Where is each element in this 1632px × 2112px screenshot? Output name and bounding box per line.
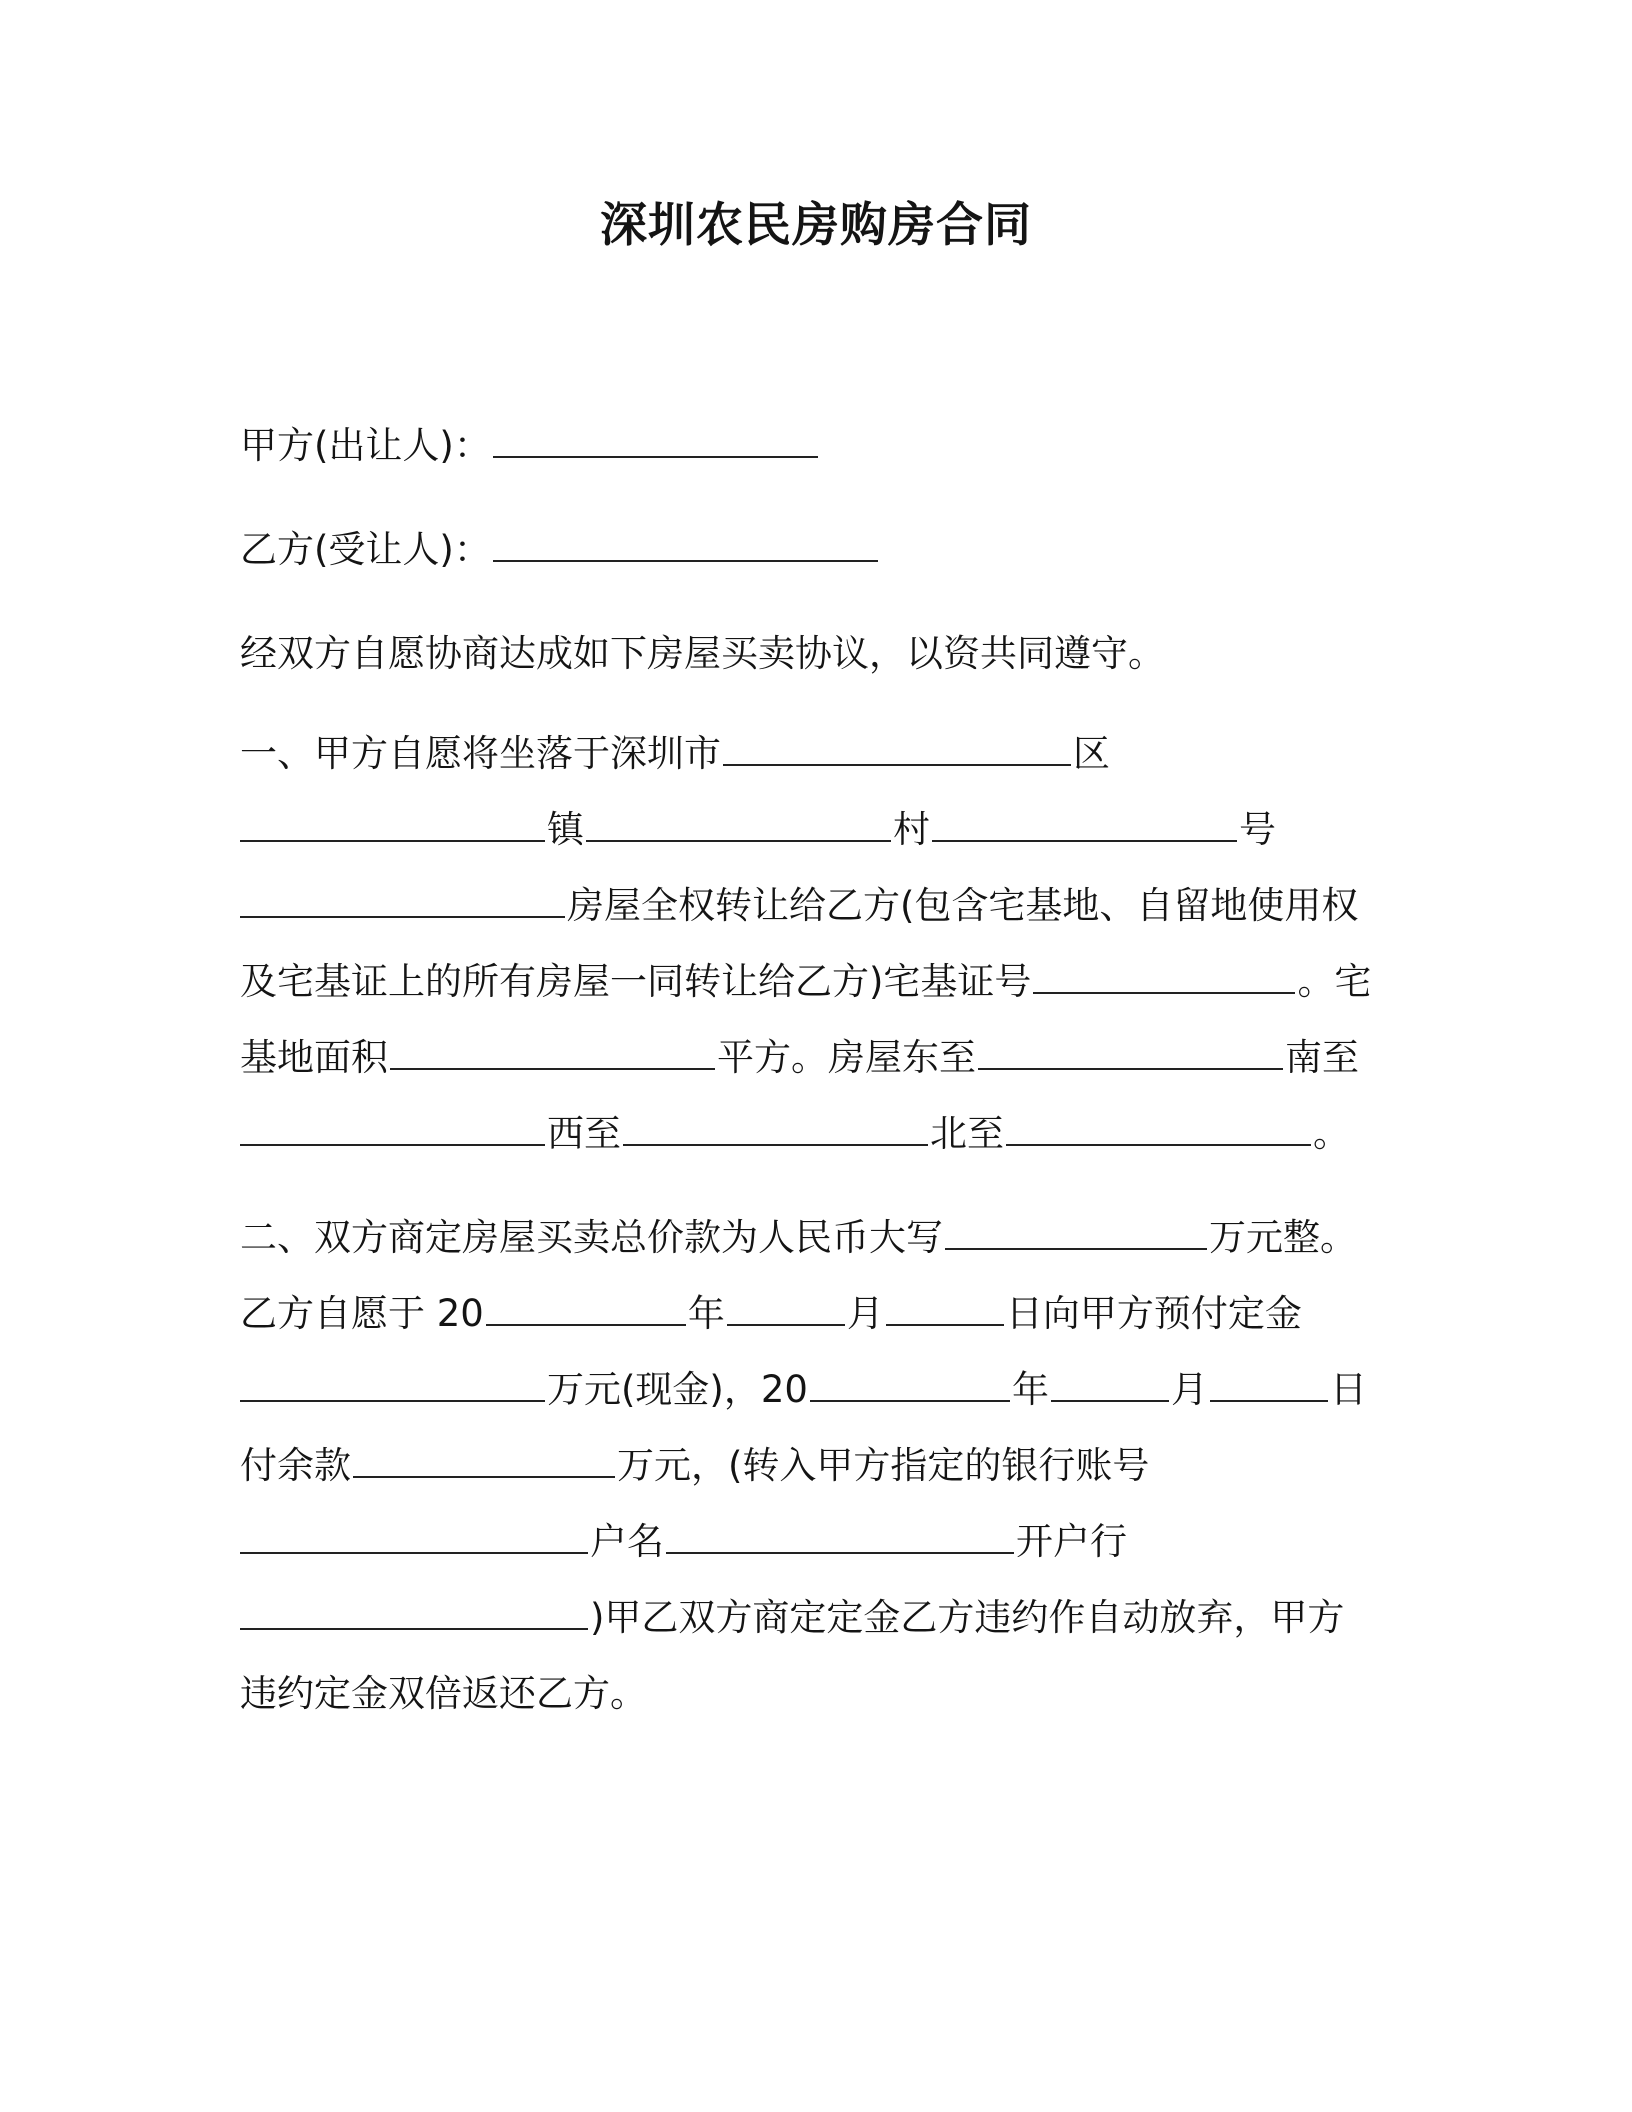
deposit-day-blank xyxy=(886,1294,1004,1326)
clause-text: 房屋全权转让给乙方(包含宅基地、自留地使用权 xyxy=(567,884,1359,927)
clause-text: 。宅 xyxy=(1297,960,1372,1003)
clause-2-line-5 xyxy=(240,1516,1420,1568)
clause-text: 村 xyxy=(893,808,930,851)
clause-text: 平方。房屋东至 xyxy=(717,1036,976,1079)
clause-2-line-6 xyxy=(240,1592,1420,1644)
clause-1-line-3 xyxy=(240,880,1420,932)
clause-2-line-4 xyxy=(240,1440,1420,1492)
clause-2-line-7 xyxy=(240,1668,1420,1720)
account-name-blank xyxy=(666,1522,1014,1554)
balance-month-blank xyxy=(1051,1370,1169,1402)
clause-text: 年 xyxy=(1011,1368,1049,1411)
clause-text: 户名 xyxy=(590,1520,664,1563)
clause-text: 区 xyxy=(1073,732,1110,775)
clause-text: 。 xyxy=(1313,1112,1350,1155)
party-a-blank xyxy=(493,426,818,458)
clause-text: 南至 xyxy=(1285,1036,1359,1079)
intro-text: 经双方自愿协商达成如下房屋买卖协议，以资共同遵守。 xyxy=(240,632,1165,675)
clause-text: 万元，(转入甲方指定的银行账号 xyxy=(617,1444,1150,1487)
total-price-blank xyxy=(945,1218,1207,1250)
clause-2-line-1 xyxy=(240,1212,1420,1264)
page-title: 深圳农民房购房合同 xyxy=(600,198,1032,253)
clause-text: 及宅基证上的所有房屋一同转让给乙方)宅基证号 xyxy=(240,960,1032,1003)
address-blank xyxy=(240,886,565,918)
clause-text: 西至 xyxy=(547,1112,621,1155)
party-b-label: 乙方(受让人)： xyxy=(240,528,491,571)
clause-text: 月 xyxy=(846,1292,884,1335)
deposit-year-blank xyxy=(486,1294,686,1326)
clause-text: 万元(现金)，20 xyxy=(547,1368,808,1411)
clause-text: 二、双方商定房屋买卖总价款为人民币大写 xyxy=(240,1216,943,1259)
clause-text: 北至 xyxy=(930,1112,1004,1155)
district-blank xyxy=(723,734,1071,766)
clause-text: 万元整。 xyxy=(1209,1216,1357,1259)
clause-1-line-1 xyxy=(240,728,1420,780)
clause-text: 一、甲方自愿将坐落于深圳市 xyxy=(240,732,721,775)
clause-text: 违约定金双倍返还乙方。 xyxy=(240,1672,647,1715)
number-blank xyxy=(932,810,1237,842)
deposit-month-blank xyxy=(727,1294,845,1326)
bank-account-blank xyxy=(240,1522,588,1554)
balance-day-blank xyxy=(1210,1370,1328,1402)
clause-2-line-3 xyxy=(240,1364,1420,1416)
balance-amount-blank xyxy=(353,1446,615,1478)
clause-text: 镇 xyxy=(547,808,584,851)
clause-text: 日向甲方预付定金 xyxy=(1005,1292,1302,1335)
intro-line xyxy=(240,628,1420,680)
balance-year-blank xyxy=(810,1370,1010,1402)
party-b-blank xyxy=(493,530,878,562)
clause-1-line-5 xyxy=(240,1032,1420,1084)
bank-branch-blank xyxy=(240,1598,588,1630)
village-blank xyxy=(586,810,891,842)
clause-1-line-2 xyxy=(240,804,1420,856)
south-blank xyxy=(240,1114,545,1146)
clause-1-line-6 xyxy=(240,1108,1420,1160)
party-a-line xyxy=(240,420,1420,472)
area-blank xyxy=(390,1038,715,1070)
clause-text: 年 xyxy=(687,1292,725,1335)
clause-1-line-4 xyxy=(240,956,1420,1008)
party-b-line xyxy=(240,524,1420,576)
clause-text: )甲乙双方商定定金乙方违约作自动放弃，甲方 xyxy=(590,1596,1345,1639)
clause-text: 日 xyxy=(1329,1368,1367,1411)
clause-text: 乙方自愿于 20 xyxy=(240,1292,484,1335)
west-blank xyxy=(623,1114,928,1146)
certificate-number-blank xyxy=(1033,962,1295,994)
clause-text: 月 xyxy=(1170,1368,1208,1411)
east-blank xyxy=(978,1038,1283,1070)
party-a-label: 甲方(出让人)： xyxy=(240,424,491,467)
deposit-amount-blank xyxy=(240,1370,545,1402)
north-blank xyxy=(1006,1114,1311,1146)
clause-text: 基地面积 xyxy=(240,1036,388,1079)
clause-text: 付余款 xyxy=(240,1444,351,1487)
town-blank xyxy=(240,810,545,842)
clause-text: 开户行 xyxy=(1016,1520,1127,1563)
clause-text: 号 xyxy=(1239,808,1276,851)
clause-2-line-2 xyxy=(240,1288,1420,1340)
